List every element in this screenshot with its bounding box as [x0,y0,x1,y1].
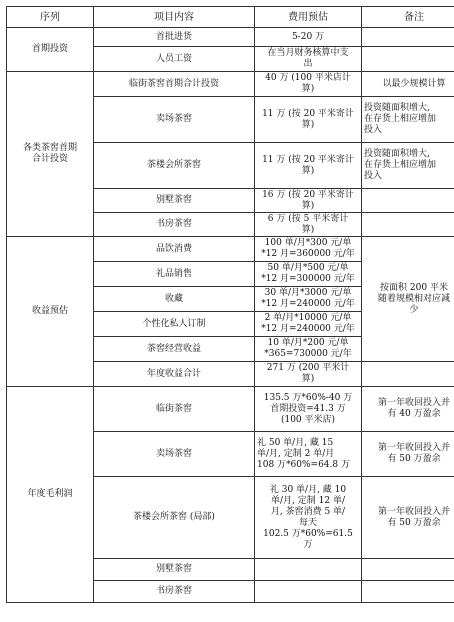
cost-cell: 100 单/月*300 元/单 *12 月=360000 元/年 [255,237,362,262]
note-cell [362,362,454,387]
item-cell: 茶窖经营收益 [94,337,255,362]
cost-cell: 135.5 万*60%-40 万 首期投资=41.3 万 (100 平米店) [255,387,362,432]
cost-cell: 礼 30 单/月, 藏 10 单/月, 定制 12 单/ 月, 茶窖消费 5 单/ 每天 102.5 万*60%=61.5 万 [255,477,362,559]
section-label: 各类茶窖首期 合计投资 [7,72,94,237]
item-cell: 卖场茶窖 [94,432,255,477]
note-cell [362,559,454,581]
item-cell: 品饮消费 [94,237,255,262]
item-cell: 别墅茶窖 [94,189,255,213]
section-label: 收益预估 [7,237,94,387]
table-row [7,28,454,47]
header-cost: 费用预估 [255,7,362,28]
header-row [7,7,454,28]
note-cell: 第一年收回投入并 有 40 万盈余 [362,387,454,432]
cost-cell: 2 单/月*10000 元/单 *12 月=240000 元/年 [255,312,362,337]
note-cell [362,28,454,47]
cost-cell: 5-20 万 [255,28,362,47]
item-cell: 书房茶窖 [94,213,255,237]
note-cell: 以最少规模计算 [362,72,454,97]
section-label: 首期投资 [7,28,94,72]
cost-cell: 6 万 (按 5 平米寄计 算) [255,213,362,237]
item-cell: 书房茶窖 [94,581,255,603]
cost-cell [255,559,362,581]
note-cell: 第一年收回投入并 有 50 万盈余 [362,432,454,477]
cost-cell [255,581,362,603]
header-item: 项目内容 [94,7,255,28]
note-cell [362,47,454,72]
cost-cell: 40 万 (100 平米店计 算) [255,72,362,97]
item-cell: 人员工资 [94,47,255,72]
header-note: 备注 [362,7,454,28]
cost-cell: 礼 50 单/月, 藏 15 单/月, 定制 2 单/月 108 万*60%=64.8 万 [255,432,362,477]
note-cell [362,189,454,213]
section-label: 年度毛利润 [7,387,94,603]
cost-cell: 271 万 (200 平米计 算) [255,362,362,387]
table-row [7,387,454,432]
item-cell: 收藏 [94,287,255,312]
cost-cell: 16 万 (按 20 平米寄计 算) [255,189,362,213]
cost-cell: 10 单/月*200 元/单 *365=730000 元/年 [255,337,362,362]
note-cell [362,581,454,603]
cost-cell: 50 单/月*500 元/单 *12 月=300000 元/年 [255,262,362,287]
header-seq: 序列 [7,7,94,28]
item-cell: 临街茶窖首期合计投资 [94,72,255,97]
item-cell: 首批进货 [94,28,255,47]
item-cell: 卖场茶窖 [94,97,255,143]
item-cell: 别墅茶窖 [94,559,255,581]
item-cell: 个性化私人订制 [94,312,255,337]
note-cell: 第一年收回投入并 有 50 万盈余 [362,477,454,559]
cost-cell: 11 万 (按 20 平米寄计 算) [255,97,362,143]
item-cell: 茶楼会所茶窖 [94,143,255,189]
table-row [7,72,454,97]
note-cell [362,213,454,237]
note-cell: 投资随面积增大, 在存货上相应增加 投入 [362,143,454,189]
cost-cell: 30 单/月*3000 元/单 *12 月=240000 元/年 [255,287,362,312]
item-cell: 年度收益合计 [94,362,255,387]
item-cell: 临街茶窖 [94,387,255,432]
cost-cell: 11 万 (按 20 平米寄计 算) [255,143,362,189]
note-cell: 投资随面积增大, 在存货上相应增加 投入 [362,97,454,143]
item-cell: 礼品销售 [94,262,255,287]
cost-cell: 在当月财务核算中支 出 [255,47,362,72]
item-cell: 茶楼会所茶窖 (局部) [94,477,255,559]
investment-table [6,6,454,603]
table-row [7,237,454,262]
note-cell-merged: 按面积 200 平米 随着规模相对应减 少 [362,237,454,362]
